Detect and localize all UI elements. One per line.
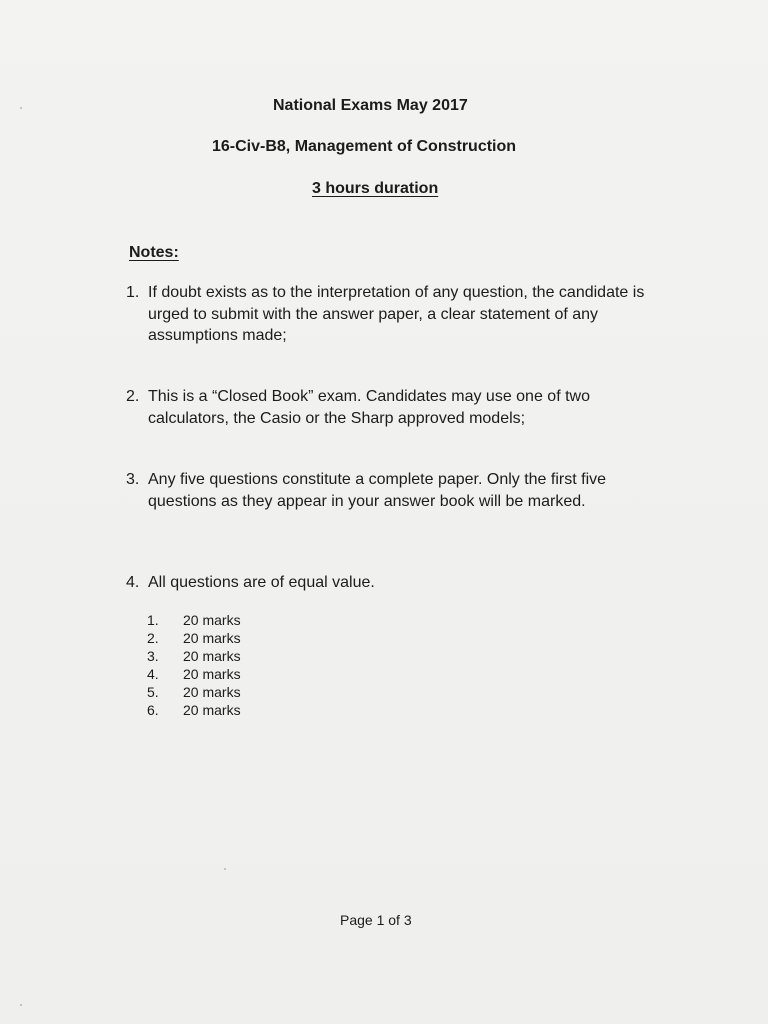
mark-value: 20 marks <box>183 612 241 628</box>
list-item <box>147 629 241 647</box>
question-number: 5. <box>147 684 159 700</box>
note-number: 1. <box>126 284 140 301</box>
note-text: This is a “Closed Book” exam. Candidates may use one of two calculators, the Casio or the Sharp approved models; <box>148 388 590 427</box>
question-number: 4. <box>147 666 159 682</box>
note-item <box>126 572 646 594</box>
mark-value: 20 marks <box>183 666 241 682</box>
note-item <box>126 469 646 512</box>
marks-list <box>147 611 241 719</box>
list-item <box>147 701 241 719</box>
note-text: Any five questions constitute a complete paper. Only the first five questions as they appear in your answer book will be marked. <box>148 471 607 510</box>
scan-speck <box>20 107 22 109</box>
question-number: 6. <box>147 702 159 718</box>
list-item <box>147 665 241 683</box>
note-number: 2. <box>126 388 140 405</box>
note-text: All questions are of equal value. <box>148 574 375 591</box>
scan-speck <box>20 1004 22 1006</box>
page-number: Page 1 of 3 <box>340 912 412 928</box>
question-number: 1. <box>147 612 159 628</box>
course-title: 16-Civ-B8, Management of Construction <box>212 138 517 155</box>
mark-value: 20 marks <box>183 630 241 646</box>
note-number: 3. <box>126 471 140 488</box>
notes-heading: Notes: <box>129 244 179 261</box>
exam-title: National Exams May 2017 <box>273 97 468 114</box>
note-text: If doubt exists as to the interpretation of any question, the candidate is urged to submit with the answer paper, a clear statement of any assumptions made; <box>148 284 645 344</box>
list-item <box>147 647 241 665</box>
question-number: 2. <box>147 630 159 646</box>
mark-value: 20 marks <box>183 702 241 718</box>
mark-value: 20 marks <box>183 648 241 664</box>
list-item <box>147 611 241 629</box>
question-number: 3. <box>147 648 159 664</box>
mark-value: 20 marks <box>183 684 241 700</box>
note-item <box>126 386 646 429</box>
note-number: 4. <box>126 574 140 591</box>
scan-speck <box>224 868 226 870</box>
list-item <box>147 683 241 701</box>
duration-heading: 3 hours duration <box>312 180 439 197</box>
note-item <box>126 282 646 347</box>
